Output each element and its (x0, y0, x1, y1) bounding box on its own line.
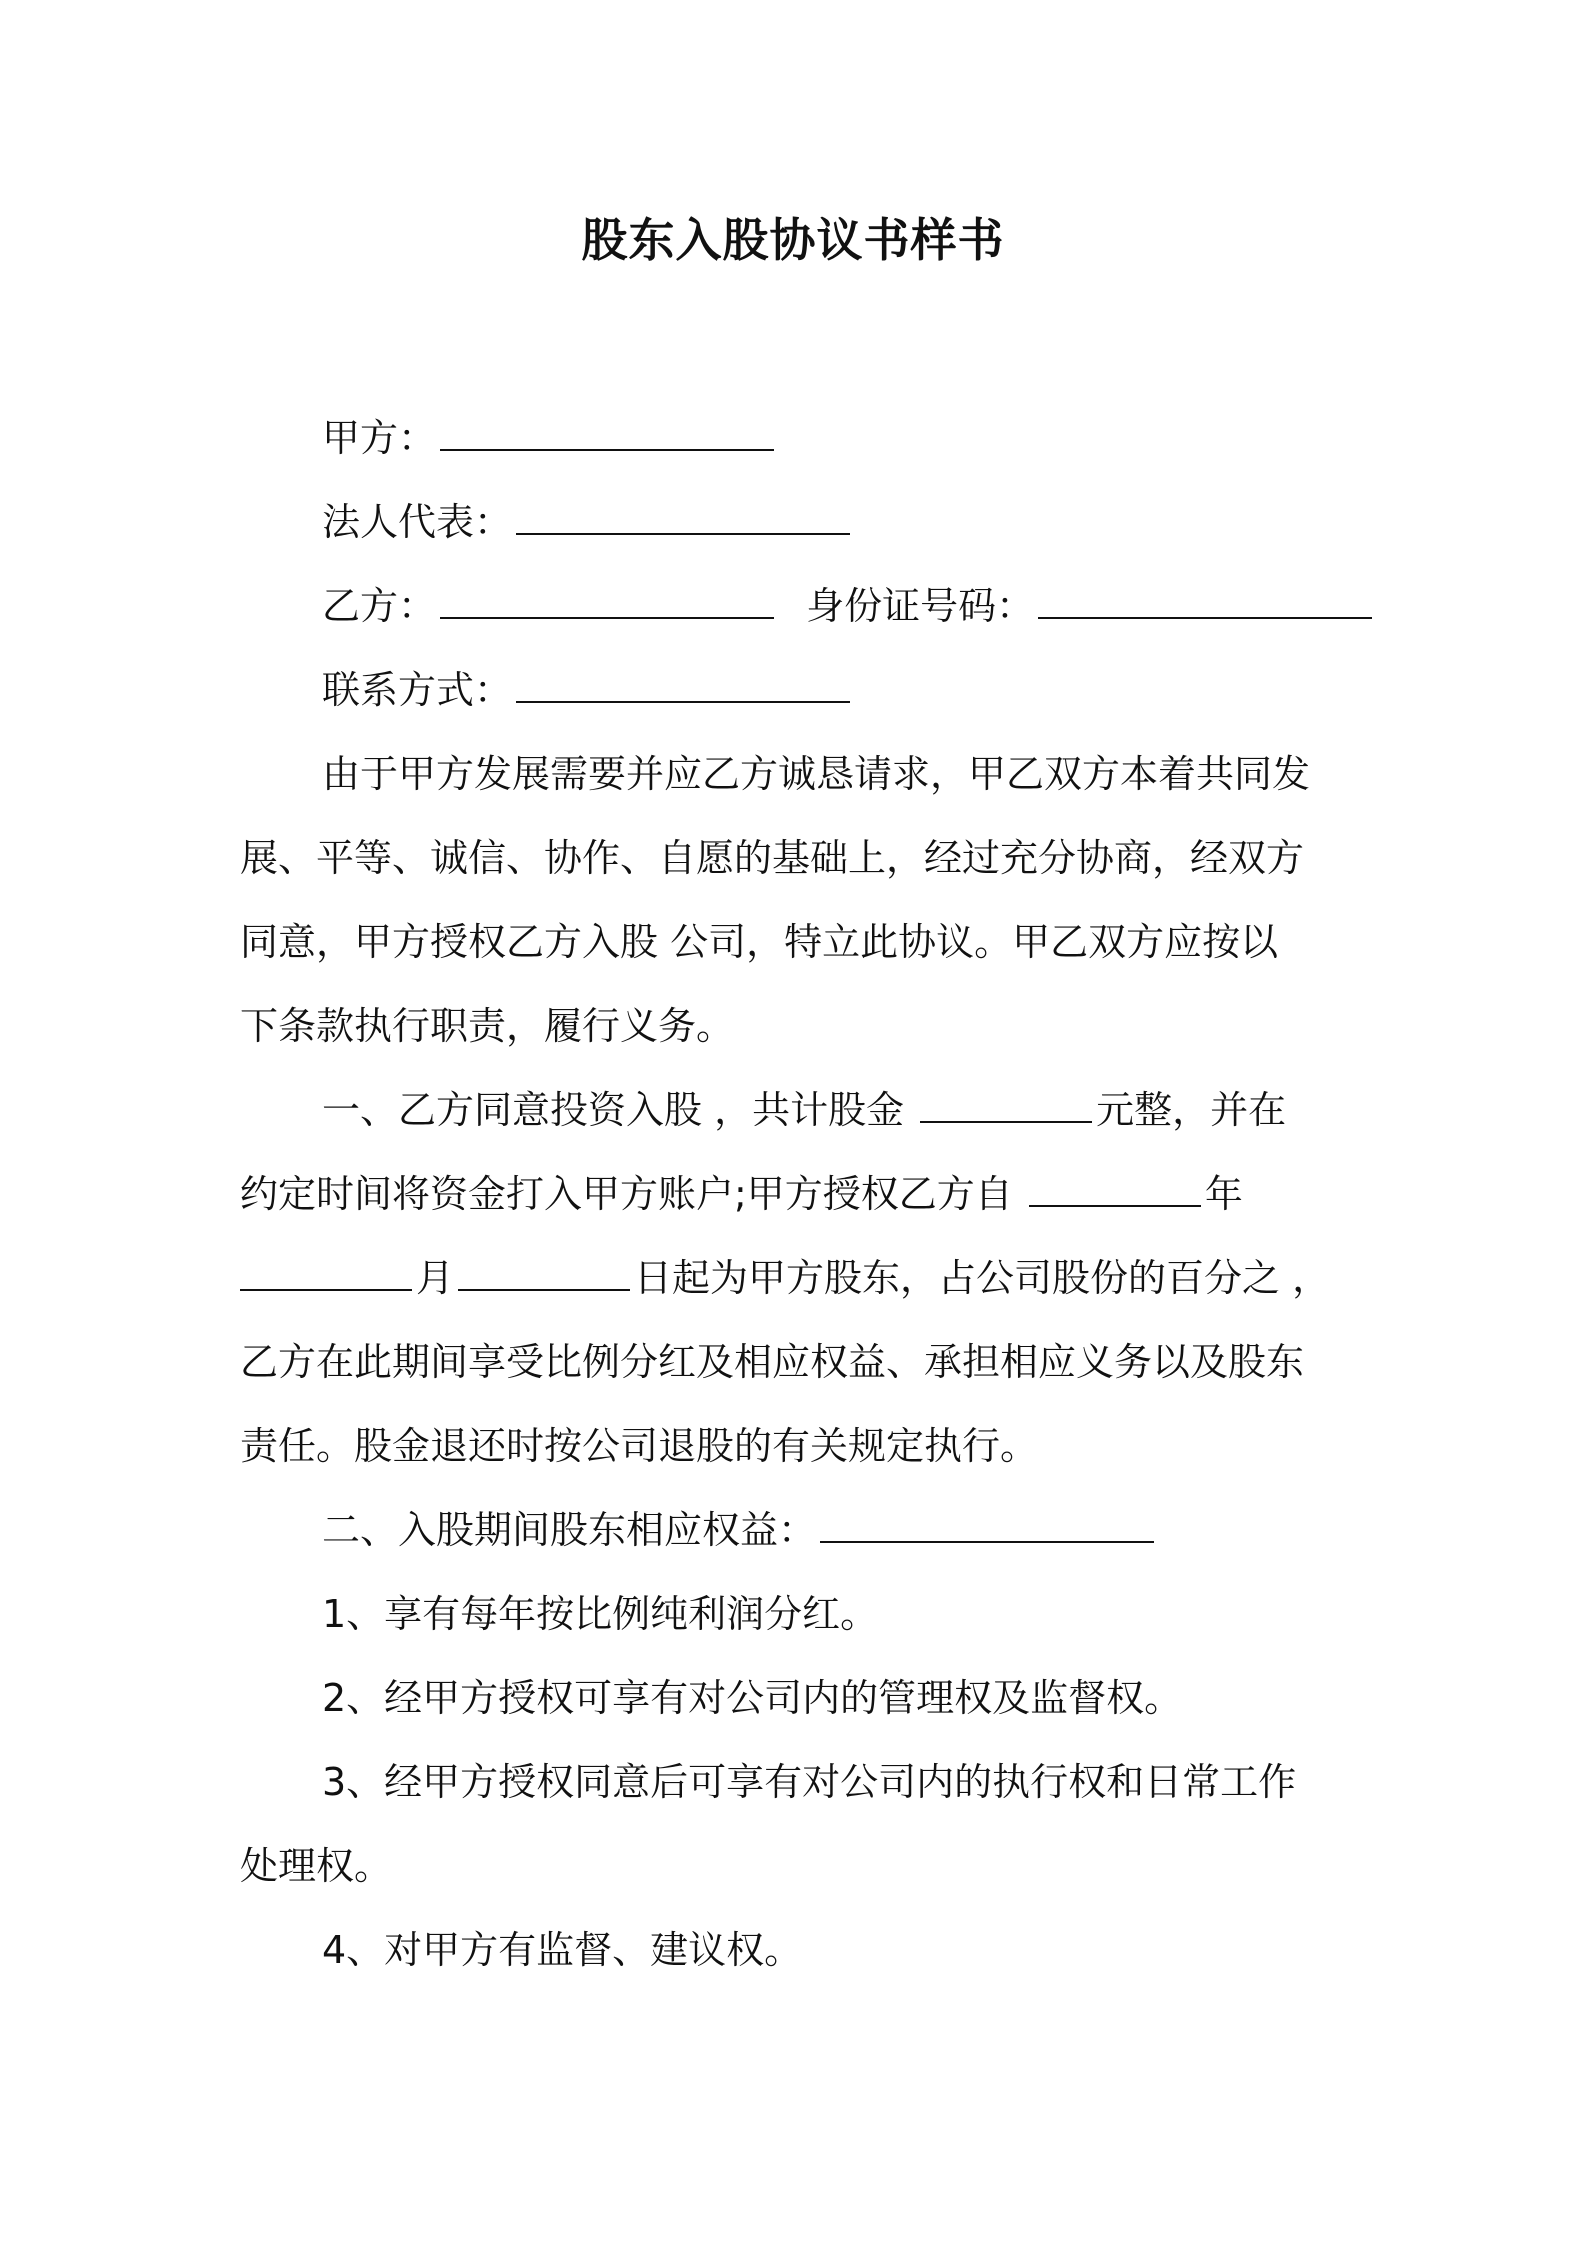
clause1-line1-start: 一、乙方同意投资入股 ，共计股金 (322, 1088, 917, 1132)
clause1-line-2 (240, 1166, 1360, 1222)
legal-rep-label: 法人代表： (322, 500, 513, 544)
clause1-line-1 (322, 1082, 1442, 1138)
contact-label: 联系方式： (322, 668, 513, 712)
clause1-line-4: 乙方在此期间享受比例分红及相应权益、承担相应义务以及股东 (240, 1340, 1305, 1384)
right-item-3-cont: 处理权。 (240, 1844, 393, 1888)
intro-line-3: 同意，甲方授权乙方入股 公司，特立此协议。甲乙双方应按以 (240, 920, 1279, 964)
party-a-label: 甲方： (322, 416, 437, 460)
day-blank (458, 1251, 630, 1291)
right-item-2: 2、经甲方授权可享有对公司内的管理权及监督权。 (322, 1676, 1183, 1720)
party-b-blank (440, 579, 774, 619)
page-title: 股东入股协议书样书 (581, 213, 1005, 267)
clause1-month-label: 月 (416, 1256, 455, 1300)
right-item-1: 1、享有每年按比例纯利润分红。 (322, 1592, 879, 1636)
clause1-line3-end: 日起为甲方股东，占公司股份的百分之 ， (634, 1256, 1331, 1300)
right-item-3: 3、经甲方授权同意后可享有对公司内的执行权和日常工作 (322, 1760, 1297, 1804)
id-number-label: 身份证号码： (806, 584, 1035, 628)
month-blank (240, 1251, 412, 1291)
id-number-blank (1038, 579, 1372, 619)
party-b-line (322, 578, 1442, 634)
clause1-line2-start: 约定时间将资金打入甲方账户;甲方授权乙方自 (240, 1172, 1025, 1216)
clause2-blank (820, 1503, 1154, 1543)
intro-line-4: 下条款执行职责，履行义务。 (240, 1004, 735, 1048)
party-b-label: 乙方： (322, 584, 437, 628)
legal-rep-blank (516, 495, 850, 535)
year-blank (1029, 1167, 1201, 1207)
capital-amount-blank (920, 1083, 1092, 1123)
intro-line-1: 由于甲方发展需要并应乙方诚恳请求，甲乙双方本着共同发 (322, 752, 1311, 796)
party-a-blank (440, 411, 774, 451)
contact-blank (516, 663, 850, 703)
clause2-label: 二、入股期间股东相应权益： (322, 1508, 817, 1552)
intro-line-2: 展、平等、诚信、协作、自愿的基础上，经过充分协商，经双方 (240, 836, 1305, 880)
contact-line (322, 662, 1442, 718)
clause1-line2-end: 年 (1204, 1172, 1243, 1216)
right-item-4: 4、对甲方有监督、建议权。 (322, 1928, 803, 1972)
clause1-line1-end: 元整，并在 (1096, 1088, 1287, 1132)
clause1-line-5: 责任。股金退还时按公司退股的有关规定执行。 (240, 1424, 1039, 1468)
clause2-line (322, 1502, 1442, 1558)
clause1-line-3 (240, 1250, 1360, 1306)
legal-rep-line (322, 494, 1442, 550)
party-a-line (322, 410, 1442, 466)
